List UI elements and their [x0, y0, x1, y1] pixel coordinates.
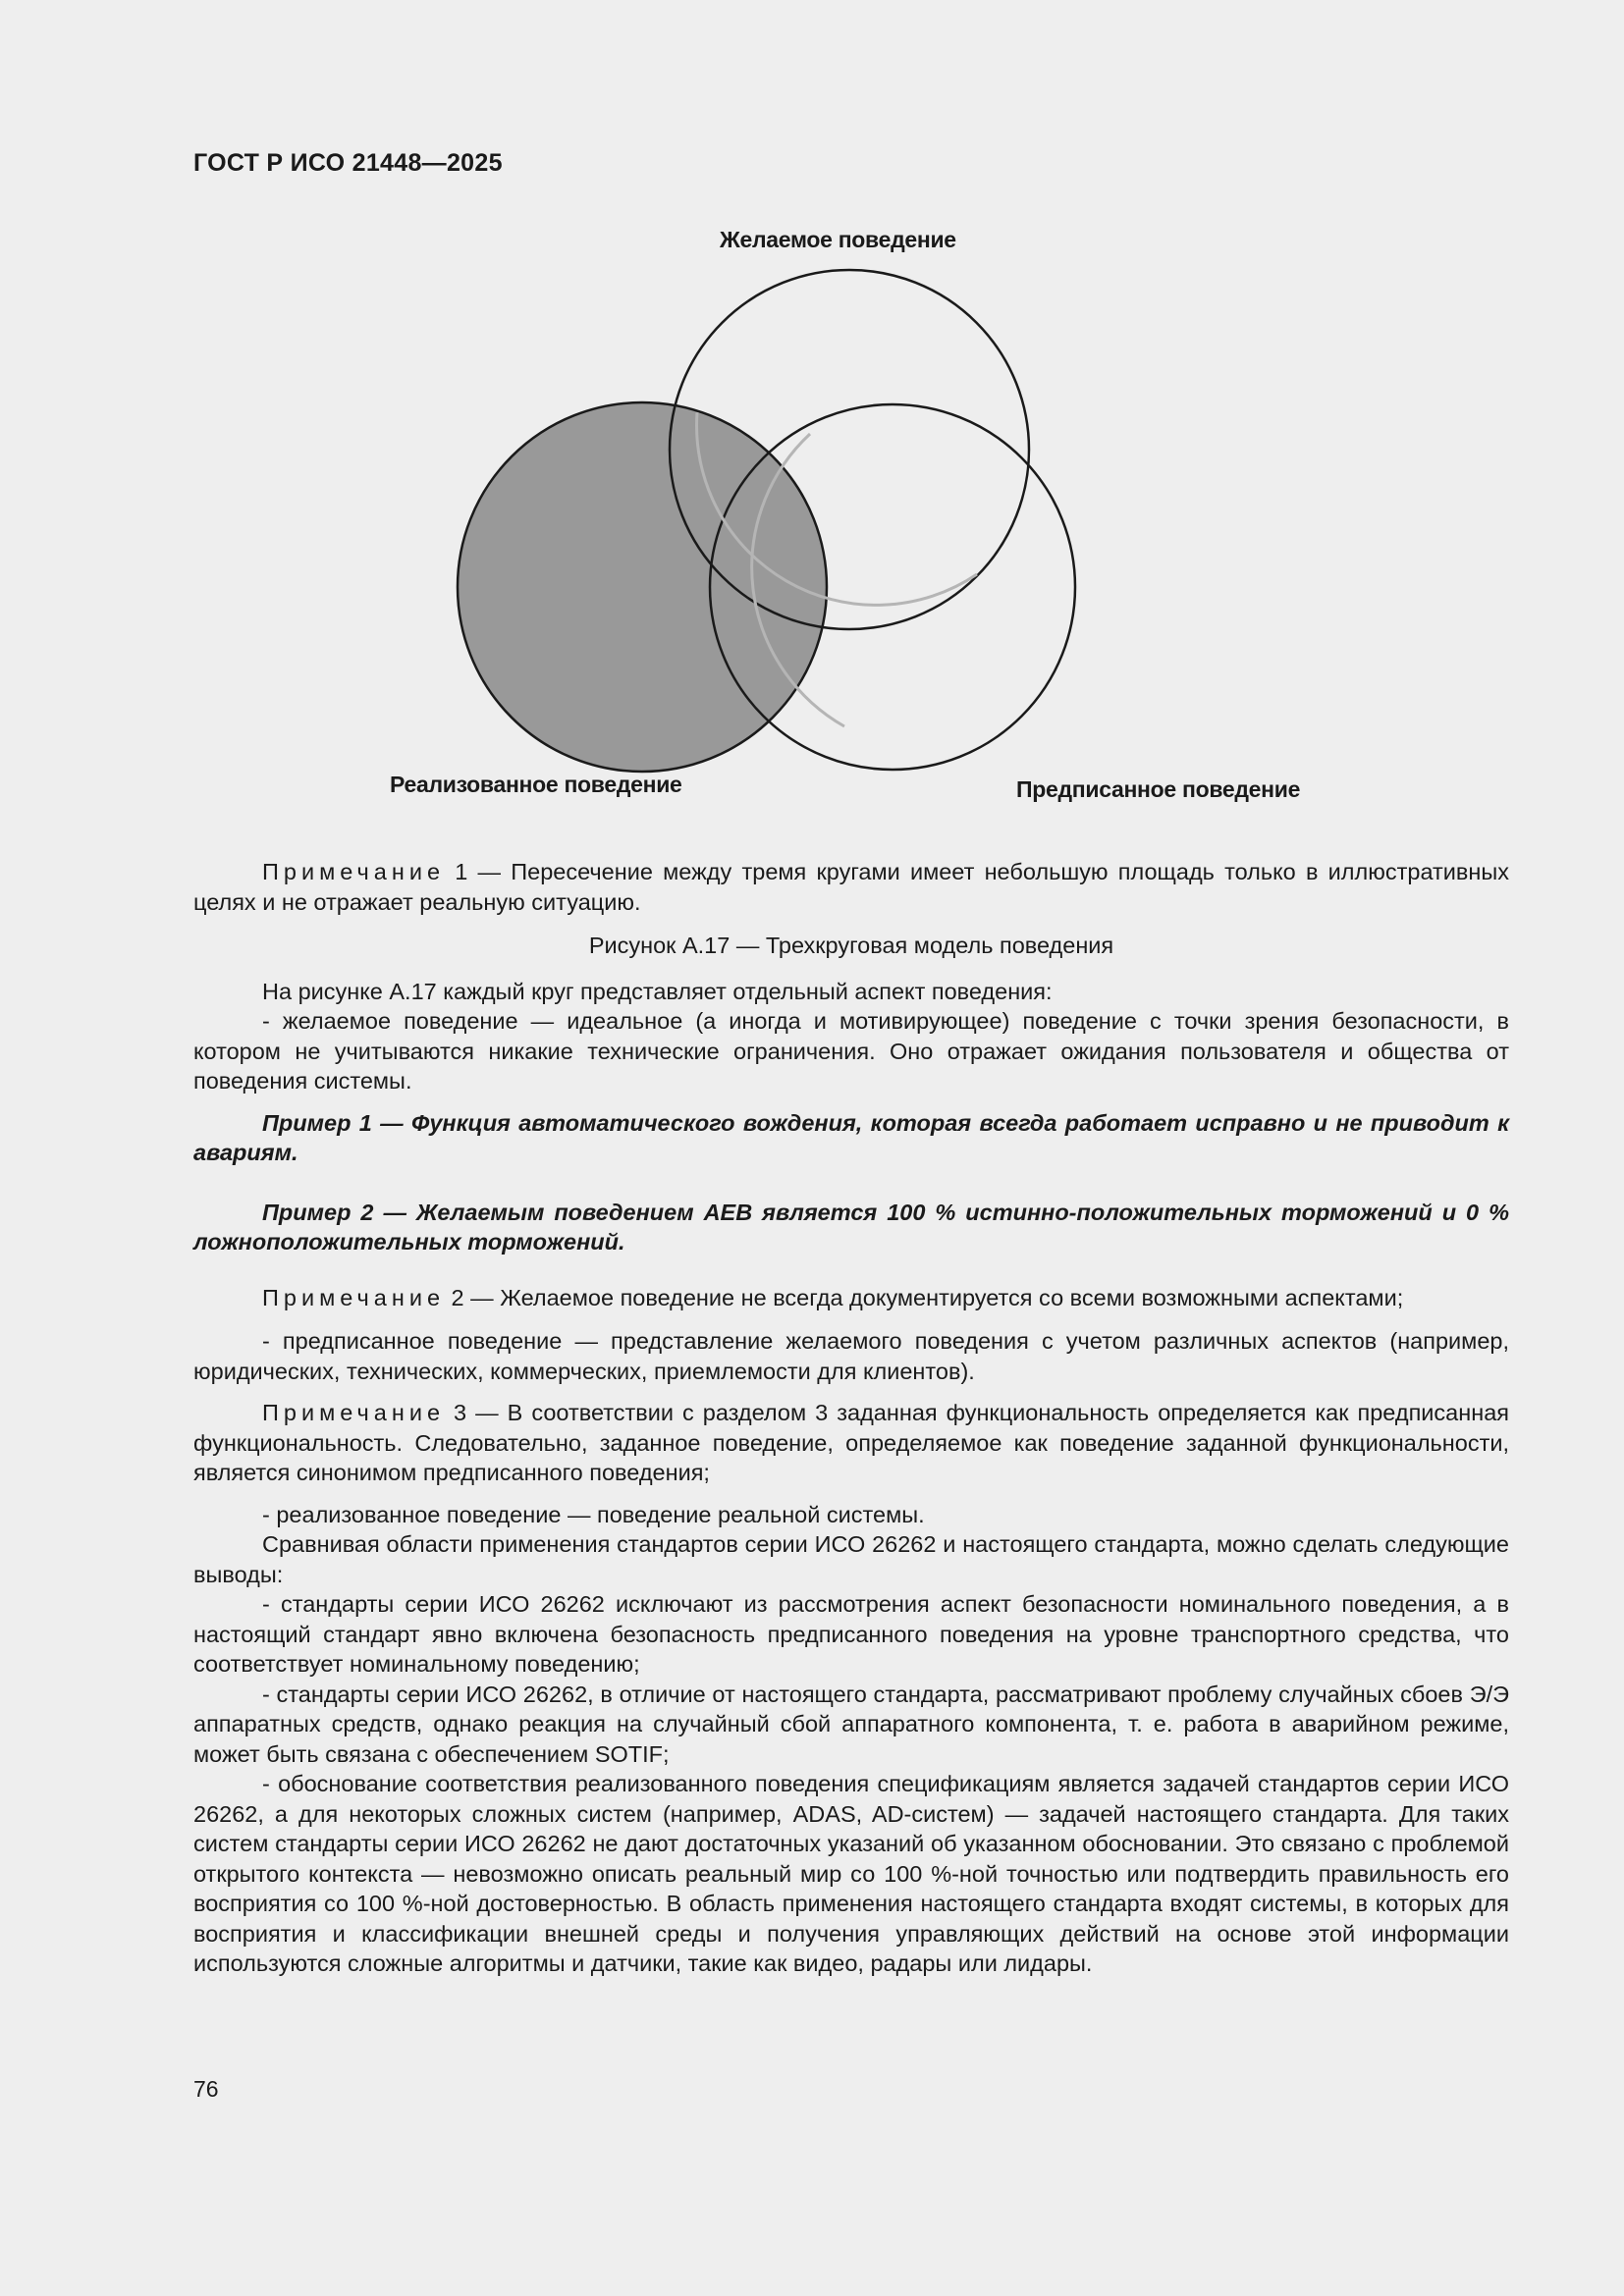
example-1: Пример 1 — Функция автоматического вождения, которая всегда работает исправно и не приводит к авариям. [193, 1109, 1509, 1165]
note-2-label: Примечание [262, 1284, 446, 1310]
note-2-text: 2 — Желаемое поведение не всегда документируется со всеми возможными аспектами; [445, 1284, 1404, 1310]
paragraph-justification: - обоснование соответствия реализованного поведения спецификациям является задачей стандартов серии ИСО 26262, а для некоторых сложных систем (например, ADAS, AD-систем) — задачей настоящего стандарта. Для таких систем стандарты серии ИСО 26262 не дают достаточных указаний об указанном обосновании. Это связано с проблемой открытого контекста — невозможно описать реальный мир со 100 %-ной точностью или подтвердить правильность его восприятия со 100 %-ной достоверностью. В область применения настоящего стандарта входят системы, в которых для восприятия и классификации внешней среды и получения управляющих действий на основе этой информации используются сложные алгоритмы и датчики, такие как видео, радары или лидары. [193, 1771, 1509, 1976]
note-1 [193, 857, 1509, 917]
paragraph-iso26262-failures: - стандарты серии ИСО 26262, в отличие от настоящего стандарта, рассматривают проблему случайных сбоев Э/Э аппаратных средств, однако реакция на случайный сбой аппаратного компонента, т. е. работа в аварийном режиме, может быть связана с обеспечением SOTIF; [193, 1681, 1509, 1767]
note-1-text: 1 — Пересечение между тремя кругами имеет небольшую площадь только в иллюстративных целях и не отражает реальную ситуацию. [193, 859, 1509, 915]
figure-caption: Рисунок А.17 — Трехкруговая модель поведения [588, 933, 1114, 958]
implemented-label: Реализованное поведение [390, 772, 682, 797]
venn-svg [373, 216, 1335, 825]
paragraph-specified: - предписанное поведение — представление желаемого поведения с учетом различных аспектов (например, юридических, технических, коммерческих, приемлемости для клиентов). [193, 1328, 1509, 1384]
paragraph-comparison: Сравнивая области применения стандартов серии ИСО 26262 и настоящего стандарта, можно сделать следующие выводы: [193, 1531, 1509, 1587]
note-2 [193, 1283, 1509, 1313]
venn-diagram [373, 216, 1335, 825]
note-3-text: 3 — В соответствии с разделом 3 заданная функциональность определяется как предписанная функциональность. Следовательно, заданное поведение, определяемое как поведение заданной функциональности, является синонимом предписанного поведения; [193, 1400, 1509, 1485]
specified-label: Предписанное поведение [1016, 776, 1301, 802]
paragraph-iso26262-nominal: - стандарты серии ИСО 26262 исключают из рассмотрения аспект безопасности номинального поведения, а в настоящий стандарт явно включена безопасность предписанного поведения на уровне транспортного средства, что соответствует номинальному поведению; [193, 1591, 1509, 1677]
note-3-label: Примечание [262, 1400, 446, 1425]
note-3 [193, 1398, 1509, 1488]
example-2: Пример 2 — Желаемым поведением АЕВ является 100 % истинно-положительных торможений и 0 % ложноположительных торможений. [193, 1199, 1509, 1255]
document-header: ГОСТ Р ИСО 21448—2025 [193, 149, 503, 177]
paragraph-desired: - желаемое поведение — идеальное (а иногда и мотивирующее) поведение с точки зрения безопасности, в котором не учитываются никакие технические ограничения. Оно отражает ожидания пользователя и общества от поведения системы. [193, 1008, 1509, 1094]
document-body [193, 857, 1509, 1979]
desired-label: Желаемое поведение [720, 227, 956, 252]
paragraph-implemented: - реализованное поведение — поведение реальной системы. [262, 1501, 925, 1527]
page-number: 76 [193, 2076, 219, 2102]
paragraph-intro: На рисунке А.17 каждый круг представляет отдельный аспект поведения: [262, 978, 1053, 1004]
note-1-label: Примечание [262, 859, 446, 884]
implemented-circle [458, 402, 827, 772]
